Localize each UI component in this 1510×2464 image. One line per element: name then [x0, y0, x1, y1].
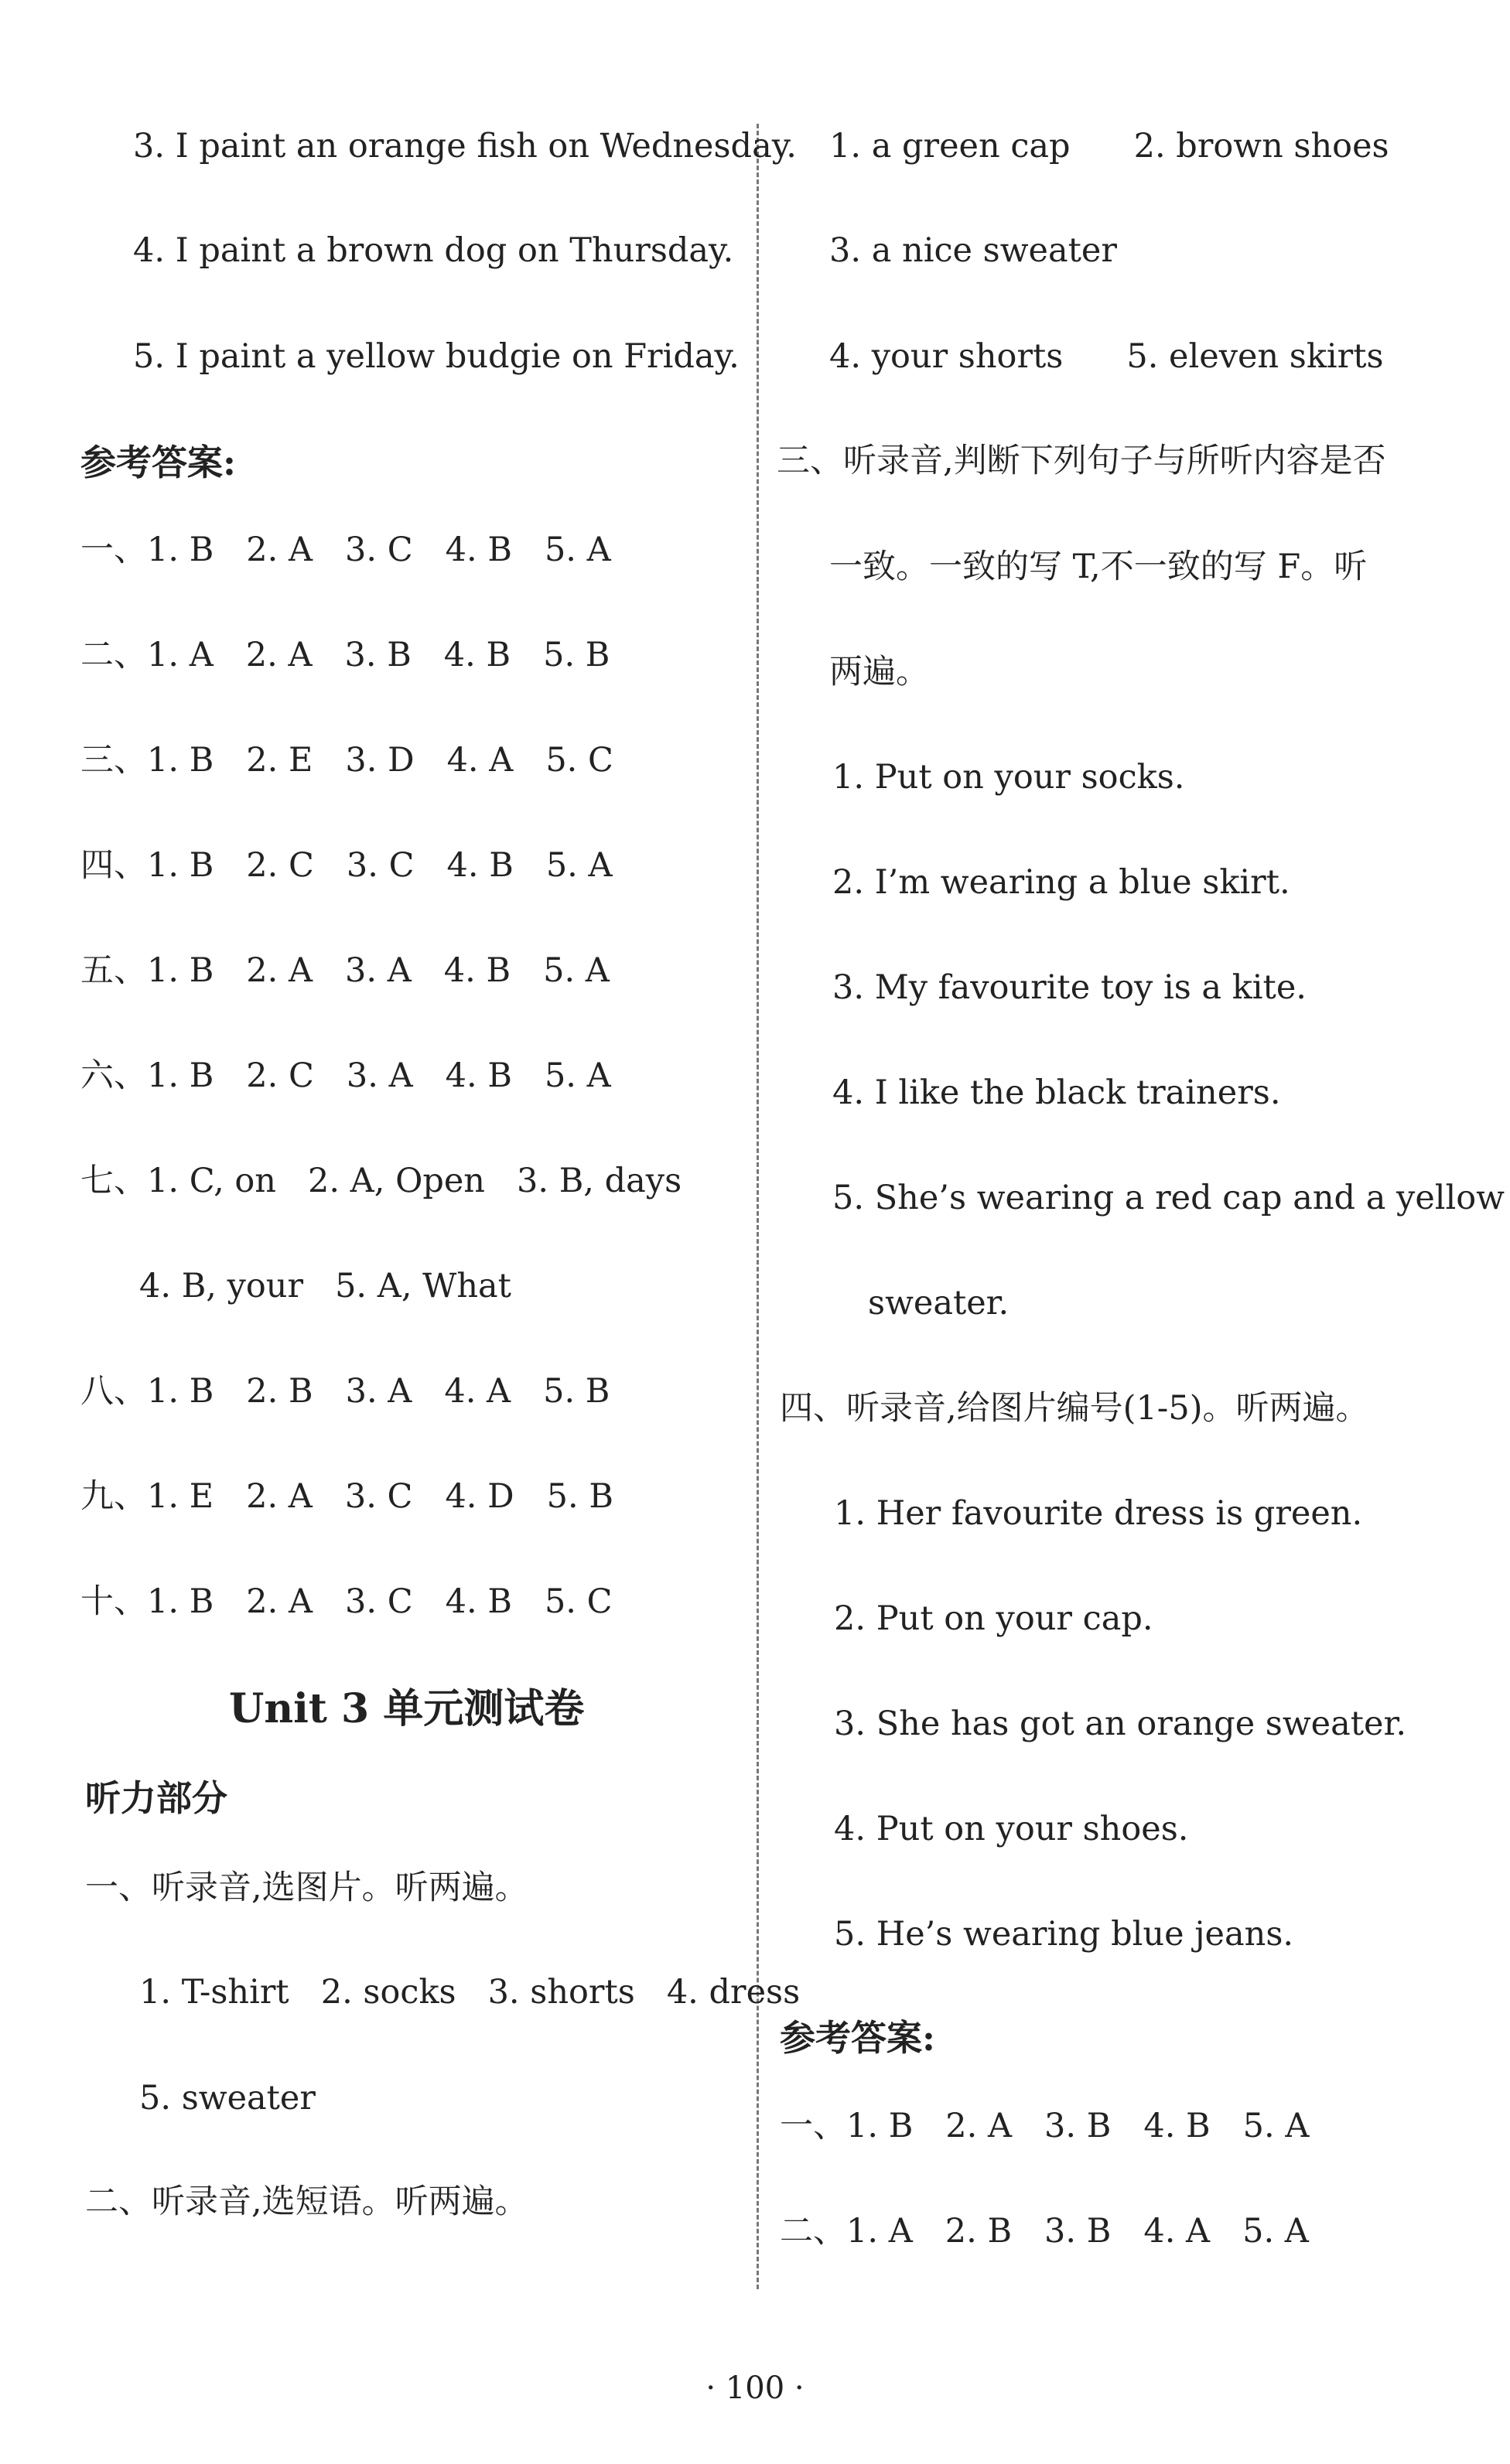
phrase-row: 1. a green cap 2. brown shoes	[829, 127, 1389, 166]
answer-row: 六、1. B 2. C 3. A 4. B 5. A	[80, 1056, 611, 1095]
list-item: 2. Put on your cap.	[834, 1599, 1153, 1638]
section-title: 二、听录音,选短语。听两遍。	[85, 2182, 528, 2221]
phrase-row: 4. your shorts 5. eleven skirts	[829, 337, 1384, 376]
answer-row: 五、1. B 2. A 3. A 4. B 5. A	[80, 951, 610, 990]
unit-title: Unit 3 单元测试卷	[229, 1685, 585, 1732]
answer-row: 四、1. B 2. C 3. C 4. B 5. A	[80, 846, 613, 885]
section-items: 1. T-shirt 2. socks 3. shorts 4. dress	[139, 1973, 801, 2012]
section-title-cont: 两遍。	[829, 653, 929, 691]
answer-row-q7: 七、1. C, on 2. A, Open 3. B, days	[80, 1162, 682, 1200]
list-item: 3. My favourite toy is a kite.	[832, 968, 1307, 1007]
column-divider	[757, 124, 759, 2289]
list-item: 1. Her favourite dress is green.	[834, 1494, 1363, 1533]
reference-answers-title: 参考答案:	[80, 442, 236, 483]
answer-row-q7-cont: 4. B, your 5. A, What	[139, 1267, 511, 1305]
list-item: 5. She’s wearing a red cap and a yellow	[832, 1179, 1505, 1217]
sentence: 3. I paint an orange fish on Wednesday.	[133, 127, 797, 166]
list-item: 3. She has got an orange sweater.	[834, 1705, 1406, 1743]
section-title-cont: 一致。一致的写 T,不一致的写 F。听	[829, 548, 1368, 586]
answer-row: 二、1. A 2. A 3. B 4. B 5. B	[80, 636, 610, 674]
reference-answers-title: 参考答案:	[780, 2017, 935, 2059]
section-title: 一、听录音,选图片。听两遍。	[85, 1868, 528, 1907]
list-item: 1. Put on your socks.	[832, 758, 1185, 797]
list-item-cont: sweater.	[868, 1284, 1010, 1322]
list-item: 5. He’s wearing blue jeans.	[834, 1915, 1294, 1954]
list-item: 2. I’m wearing a blue skirt.	[832, 863, 1290, 902]
sentence: 5. I paint a yellow budgie on Friday.	[133, 337, 740, 376]
answer-row: 一、1. B 2. A 3. C 4. B 5. A	[80, 531, 611, 569]
listening-section-title: 听力部分	[85, 1777, 227, 1819]
answer-row: 二、1. A 2. B 3. B 4. A 5. A	[780, 2212, 1309, 2251]
answer-row: 一、1. B 2. A 3. B 4. B 5. A	[780, 2107, 1310, 2145]
section-title: 四、听录音,给图片编号(1-5)。听两遍。	[780, 1389, 1369, 1428]
answer-row: 九、1. E 2. A 3. C 4. D 5. B	[80, 1477, 613, 1516]
answer-row: 十、1. B 2. A 3. C 4. B 5. C	[80, 1582, 613, 1621]
section-title: 三、听录音,判断下列句子与所听内容是否	[777, 442, 1386, 480]
phrase-row: 3. a nice sweater	[829, 231, 1117, 270]
list-item: 4. I like the black trainers.	[832, 1073, 1281, 1112]
list-item: 4. Put on your shoes.	[834, 1810, 1189, 1848]
sentence: 4. I paint a brown dog on Thursday.	[133, 231, 734, 270]
answer-row: 八、1. B 2. B 3. A 4. A 5. B	[80, 1372, 610, 1411]
answer-row: 三、1. B 2. E 3. D 4. A 5. C	[80, 741, 613, 780]
section-items: 5. sweater	[139, 2079, 316, 2118]
page-number: · 100 ·	[705, 2370, 805, 2406]
